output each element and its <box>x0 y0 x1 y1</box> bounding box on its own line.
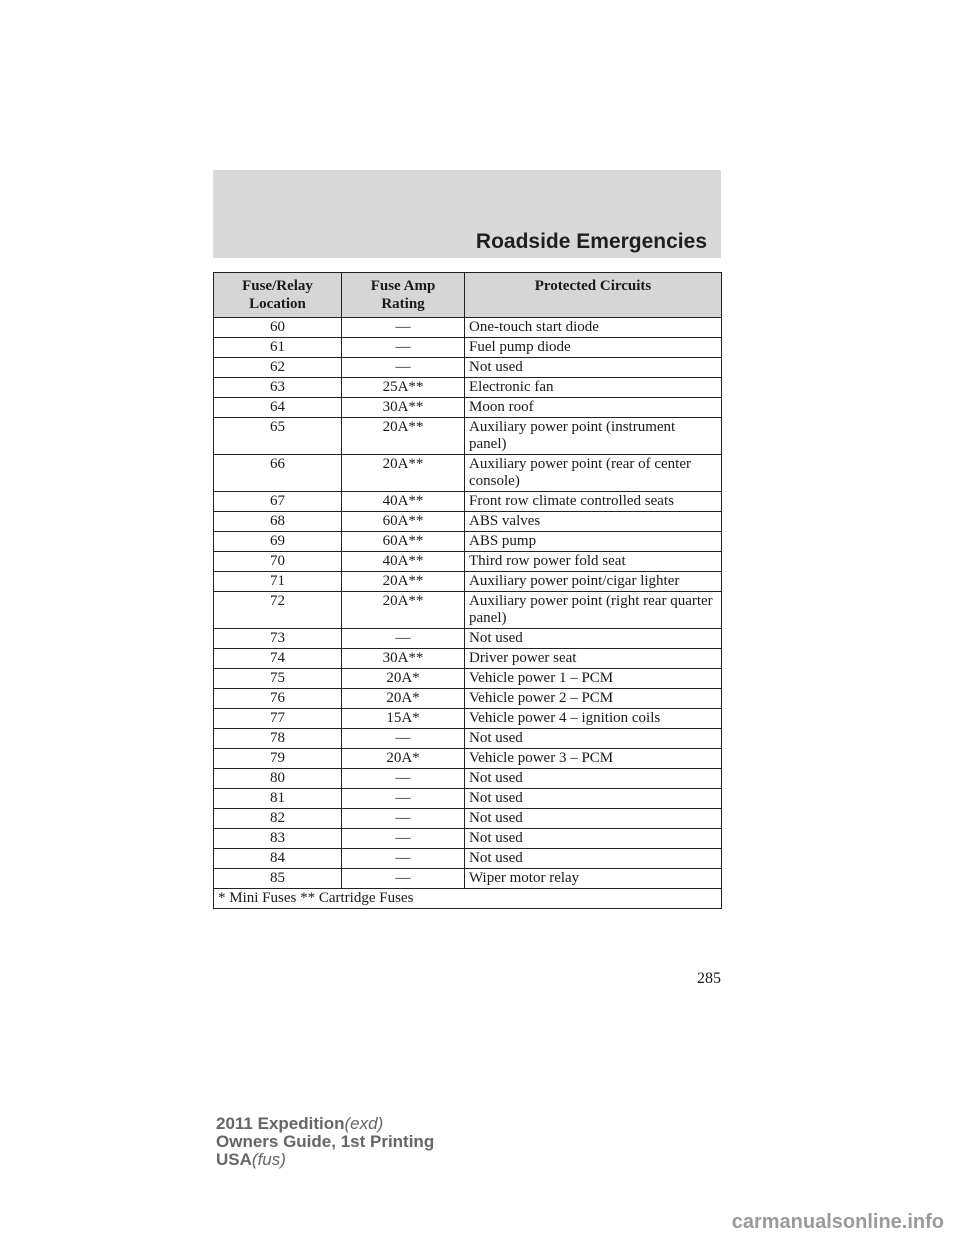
footer-model: 2011 Expedition <box>216 1114 345 1133</box>
column-header-rating: Fuse Amp Rating <box>342 273 465 318</box>
protected-circuit: Not used <box>465 629 722 649</box>
section-header-band <box>213 170 721 258</box>
fuse-rating: 40A** <box>342 492 465 512</box>
fuse-rating: 60A** <box>342 532 465 552</box>
fuse-location: 63 <box>214 378 342 398</box>
fuse-table <box>213 272 722 909</box>
fuse-rating: 20A** <box>342 418 465 455</box>
fuse-rating: 15A* <box>342 709 465 729</box>
fuse-rating: 30A** <box>342 398 465 418</box>
fuse-location: 85 <box>214 869 342 889</box>
fuse-rating: — <box>342 729 465 749</box>
document-footer <box>216 1115 434 1169</box>
fuse-location: 67 <box>214 492 342 512</box>
footer-line-1 <box>216 1115 434 1133</box>
footnote-row <box>214 889 722 909</box>
fuse-location: 71 <box>214 572 342 592</box>
protected-circuit: Not used <box>465 358 722 378</box>
fuse-location: 77 <box>214 709 342 729</box>
fuse-rating: — <box>342 358 465 378</box>
table-row <box>214 689 722 709</box>
table-row <box>214 709 722 729</box>
fuse-rating: 20A* <box>342 689 465 709</box>
table-row <box>214 338 722 358</box>
footer-line-2 <box>216 1133 434 1151</box>
fuse-location: 60 <box>214 318 342 338</box>
fuse-rating: — <box>342 809 465 829</box>
table-row <box>214 592 722 629</box>
protected-circuit: Not used <box>465 789 722 809</box>
protected-circuit: ABS valves <box>465 512 722 532</box>
fuse-location: 78 <box>214 729 342 749</box>
protected-circuit: Moon roof <box>465 398 722 418</box>
protected-circuit: Vehicle power 3 – PCM <box>465 749 722 769</box>
table-row <box>214 829 722 849</box>
protected-circuit: Fuel pump diode <box>465 338 722 358</box>
column-header-circuits: Protected Circuits <box>465 273 722 318</box>
fuse-location: 66 <box>214 455 342 492</box>
table-footnote: * Mini Fuses ** Cartridge Fuses <box>214 889 722 909</box>
protected-circuit: Auxiliary power point (right rear quarter panel) <box>465 592 722 629</box>
protected-circuit: Third row power fold seat <box>465 552 722 572</box>
protected-circuit: Vehicle power 4 – ignition coils <box>465 709 722 729</box>
protected-circuit: Not used <box>465 769 722 789</box>
table-header-row <box>214 273 722 318</box>
protected-circuit: Auxiliary power point (instrument panel) <box>465 418 722 455</box>
fuse-location: 65 <box>214 418 342 455</box>
table-row <box>214 378 722 398</box>
fuse-location: 80 <box>214 769 342 789</box>
page-number: 285 <box>697 970 721 987</box>
table-row <box>214 749 722 769</box>
fuse-rating: 20A** <box>342 455 465 492</box>
table-row <box>214 769 722 789</box>
fuse-location: 70 <box>214 552 342 572</box>
table-row <box>214 492 722 512</box>
fuse-location: 74 <box>214 649 342 669</box>
table-row <box>214 318 722 338</box>
protected-circuit: Driver power seat <box>465 649 722 669</box>
fuse-rating: — <box>342 338 465 358</box>
table-row <box>214 729 722 749</box>
table-body <box>214 318 722 889</box>
section-title: Roadside Emergencies <box>475 230 707 253</box>
protected-circuit: Auxiliary power point/cigar lighter <box>465 572 722 592</box>
table-row <box>214 789 722 809</box>
table-row <box>214 629 722 649</box>
footer-line-3 <box>216 1151 434 1169</box>
fuse-rating: — <box>342 869 465 889</box>
protected-circuit: Vehicle power 1 – PCM <box>465 669 722 689</box>
table-row <box>214 669 722 689</box>
fuse-rating: — <box>342 849 465 869</box>
fuse-location: 61 <box>214 338 342 358</box>
fuse-rating: 60A** <box>342 512 465 532</box>
footer-edition: Owners Guide, 1st Printing <box>216 1132 435 1151</box>
protected-circuit: Wiper motor relay <box>465 869 722 889</box>
table-row <box>214 418 722 455</box>
fuse-location: 83 <box>214 829 342 849</box>
table-row <box>214 649 722 669</box>
fuse-location: 81 <box>214 789 342 809</box>
table-row <box>214 455 722 492</box>
protected-circuit: Front row climate controlled seats <box>465 492 722 512</box>
fuse-rating: 20A* <box>342 749 465 769</box>
table-row <box>214 358 722 378</box>
protected-circuit: Auxiliary power point (rear of center console) <box>465 455 722 492</box>
footer-market: USA <box>216 1150 252 1169</box>
table-row <box>214 398 722 418</box>
table-row <box>214 512 722 532</box>
watermark: carmanualsonline.info <box>731 1211 944 1233</box>
fuse-location: 69 <box>214 532 342 552</box>
protected-circuit: Vehicle power 2 – PCM <box>465 689 722 709</box>
fuse-location: 68 <box>214 512 342 532</box>
column-header-location: Fuse/Relay Location <box>214 273 342 318</box>
table-row <box>214 809 722 829</box>
fuse-rating: — <box>342 769 465 789</box>
fuse-location: 76 <box>214 689 342 709</box>
fuse-rating: — <box>342 318 465 338</box>
protected-circuit: Not used <box>465 809 722 829</box>
protected-circuit: Not used <box>465 829 722 849</box>
protected-circuit: Electronic fan <box>465 378 722 398</box>
table-row <box>214 532 722 552</box>
fuse-location: 64 <box>214 398 342 418</box>
fuse-location: 75 <box>214 669 342 689</box>
table-row <box>214 849 722 869</box>
fuse-rating: — <box>342 829 465 849</box>
fuse-rating: 20A** <box>342 572 465 592</box>
fuse-location: 73 <box>214 629 342 649</box>
fuse-location: 62 <box>214 358 342 378</box>
protected-circuit: One-touch start diode <box>465 318 722 338</box>
footer-model-code: (exd) <box>344 1114 384 1133</box>
table-row <box>214 572 722 592</box>
protected-circuit: Not used <box>465 729 722 749</box>
table-row <box>214 869 722 889</box>
protected-circuit: ABS pump <box>465 532 722 552</box>
footer-market-code: (fus) <box>251 1150 286 1169</box>
fuse-rating: 20A* <box>342 669 465 689</box>
fuse-location: 72 <box>214 592 342 629</box>
table-row <box>214 552 722 572</box>
fuse-rating: — <box>342 789 465 809</box>
fuse-rating: 30A** <box>342 649 465 669</box>
protected-circuit: Not used <box>465 849 722 869</box>
fuse-location: 84 <box>214 849 342 869</box>
fuse-location: 82 <box>214 809 342 829</box>
fuse-location: 79 <box>214 749 342 769</box>
fuse-rating: — <box>342 629 465 649</box>
fuse-rating: 25A** <box>342 378 465 398</box>
fuse-rating: 40A** <box>342 552 465 572</box>
fuse-rating: 20A** <box>342 592 465 629</box>
